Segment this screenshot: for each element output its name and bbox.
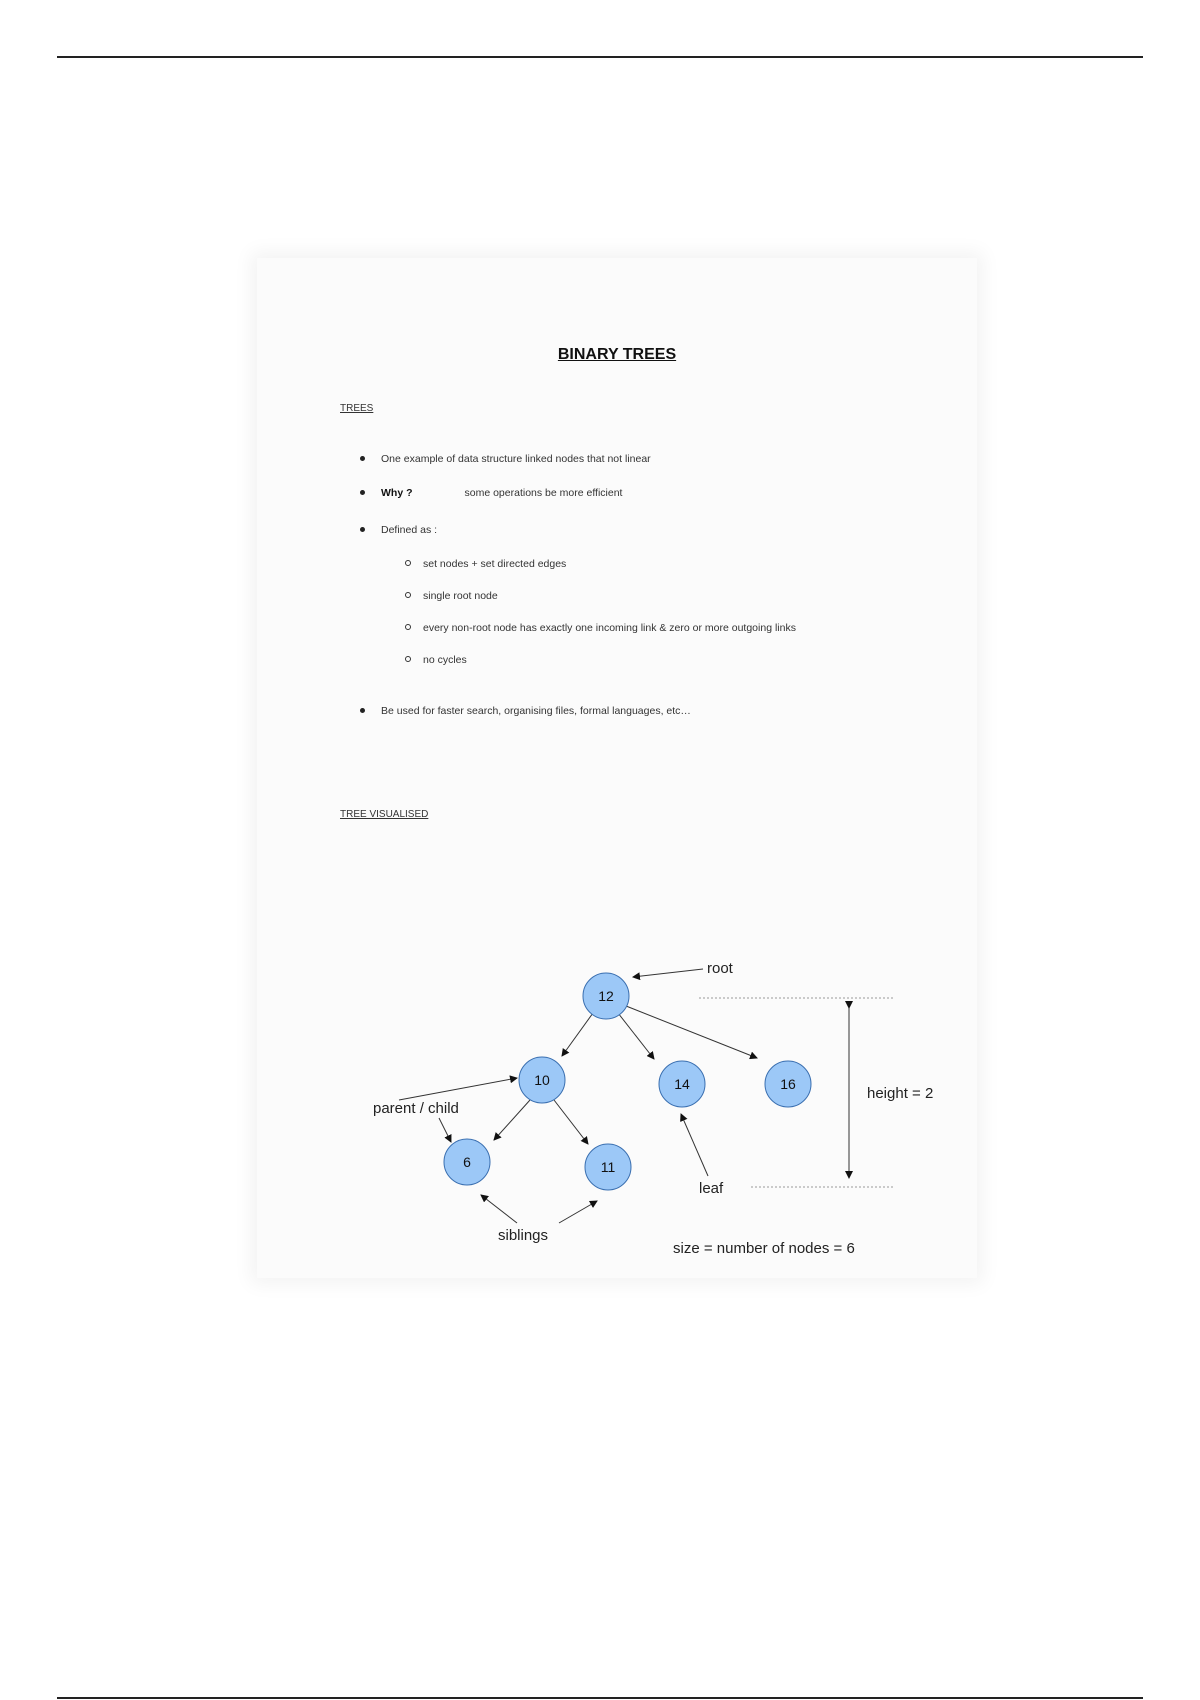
siblings-arrow-left bbox=[481, 1195, 517, 1223]
sub-bullet-ring bbox=[405, 624, 411, 630]
tree-node-label: 11 bbox=[600, 1159, 616, 1175]
bullet-text: some operations be more efficient bbox=[464, 487, 623, 499]
bottom-rule bbox=[57, 1697, 1143, 1699]
bullet-label: Why ? bbox=[381, 487, 413, 499]
bullet-dot bbox=[360, 490, 365, 495]
tree-node-label: 12 bbox=[598, 988, 614, 1004]
edge-12-10 bbox=[562, 1013, 593, 1056]
siblings-arrow-right bbox=[559, 1201, 597, 1223]
child-arrow bbox=[439, 1118, 451, 1142]
leaf-arrow bbox=[681, 1114, 708, 1176]
bullet-dot bbox=[360, 527, 365, 532]
document-page bbox=[257, 258, 977, 1278]
tree-node-label: 10 bbox=[534, 1072, 550, 1088]
sub-bullet-ring bbox=[405, 592, 411, 598]
edge-10-11 bbox=[554, 1100, 588, 1144]
size-label: size = number of nodes = 6 bbox=[673, 1240, 855, 1257]
leaf-label: leaf bbox=[699, 1180, 724, 1197]
tree-node-label: 16 bbox=[780, 1076, 796, 1092]
bullet-text: Defined as : bbox=[381, 524, 438, 536]
sub-bullet-text: set nodes + set directed edges bbox=[423, 558, 567, 570]
bullet-item bbox=[360, 524, 437, 536]
tree-node bbox=[444, 1139, 490, 1185]
sub-bullet-ring bbox=[405, 656, 411, 662]
parent-child-label: parent / child bbox=[373, 1100, 459, 1117]
tree-node bbox=[585, 1144, 631, 1190]
top-rule bbox=[57, 56, 1143, 58]
bullet-text: One example of data structure linked nodes that not linear bbox=[381, 453, 651, 465]
section-heading-tree-visualised: TREE VISUALISED bbox=[340, 809, 429, 820]
siblings-label: siblings bbox=[498, 1227, 549, 1244]
parent-arrow bbox=[399, 1078, 517, 1100]
bullet-dot bbox=[360, 456, 365, 461]
sub-bullet-item bbox=[405, 654, 467, 666]
bullet-dot bbox=[360, 708, 365, 713]
edge-12-14 bbox=[618, 1013, 654, 1059]
sub-bullet-ring bbox=[405, 560, 411, 566]
sub-bullet-item bbox=[405, 622, 796, 634]
sub-bullet-item bbox=[405, 590, 498, 602]
root-label: root bbox=[707, 960, 733, 977]
bullet-item bbox=[360, 487, 622, 499]
bullet-text: Be used for faster search, organising files, formal languages, etc… bbox=[381, 705, 691, 717]
page-title: BINARY TREES bbox=[557, 346, 677, 363]
tree-node bbox=[765, 1061, 811, 1107]
edge-12-16 bbox=[626, 1006, 757, 1058]
sub-bullet-item bbox=[405, 558, 566, 570]
bullet-item bbox=[360, 453, 651, 465]
edge-10-6 bbox=[494, 1100, 530, 1140]
bullet-item bbox=[360, 705, 691, 717]
sub-bullet-text: no cycles bbox=[423, 654, 467, 666]
tree-node bbox=[519, 1057, 565, 1103]
sub-bullet-text: single root node bbox=[423, 590, 498, 602]
height-label: height = 2 bbox=[867, 1085, 934, 1102]
root-arrow bbox=[633, 969, 703, 977]
tree-diagram bbox=[337, 918, 937, 1258]
tree-node bbox=[659, 1061, 705, 1107]
tree-node-label: 6 bbox=[463, 1154, 471, 1170]
tree-node bbox=[583, 973, 629, 1019]
sub-bullet-text: every non-root node has exactly one incoming link & zero or more outgoing links bbox=[423, 622, 796, 634]
section-heading-trees: TREES bbox=[340, 403, 374, 414]
tree-node-label: 14 bbox=[674, 1076, 690, 1092]
